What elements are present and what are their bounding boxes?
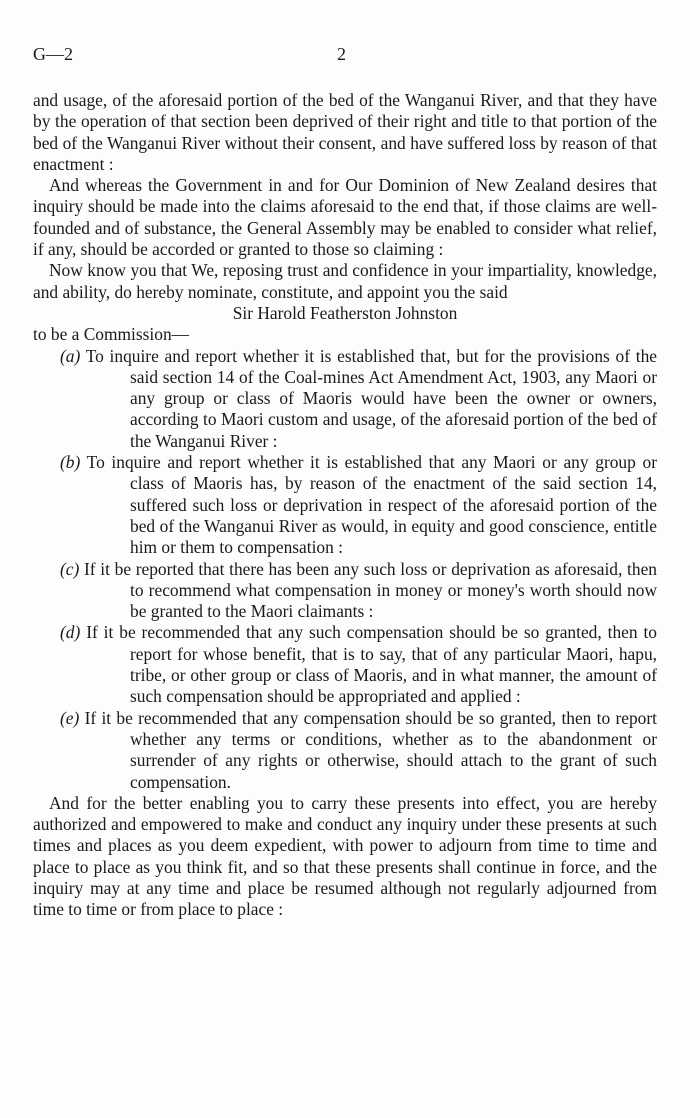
- item-mark: (d): [60, 622, 81, 643]
- paragraph-whereas: And whereas the Government in and for Our Dominion of New Zealand desires that inquiry should be made into the claims aforesaid to the end that, if those claims are well-founded and of substance, the General Assembly may be enabled to consider what relief, if any, should be accorded or granted to those so claiming :: [33, 175, 657, 260]
- item-mark: (c): [60, 558, 80, 579]
- item-mark: (b): [60, 452, 81, 473]
- paragraph-continuation: and usage, of the aforesaid portion of the bed of the Wanganui River, and that they have by the operation of that section been deprived of their right and title to that portion of the bed of the Wanganui River without their consent, and have suffered loss by reason of that enactment :: [33, 90, 657, 174]
- document-body: [33, 90, 657, 921]
- item-text: If it be recommended that any such compensation should be so granted, then to report for whose benefit, that is to say, that of any particular Maori, hapu, tribe, or other group or class of Maoris, and in what manner, the amount of such compensation should be appropriated and applied :: [86, 622, 657, 707]
- item-text: To inquire and report whether it is established that, but for the provisions of the said section 14 of the Coal-mines Act Amendment Act, 1903, any Maori or any group or class of Maoris would have been the owner or owners, according to Maori custom and usage, of the aforesaid portion of the bed of the Wanganui River :: [85, 345, 657, 451]
- paragraph-now-know: Now know you that We, reposing trust and confidence in your impartiality, knowledge, and ability, do hereby nominate, constitute, and appoint you the said: [33, 260, 657, 302]
- list-item: [33, 622, 657, 707]
- item-mark: (a): [60, 345, 81, 366]
- commission-intro: to be a Commission—: [33, 324, 190, 345]
- item-text: If it be recommended that any compensation should be so granted, then to report whether any terms or conditions, whether as to the abandonment or surrender of any rights or otherwise, should attach to the grant of such compensation.: [84, 707, 657, 792]
- page-reference: G—2: [33, 44, 73, 64]
- paragraph-enabling: And for the better enabling you to carry these presents into effect, you are hereby authorized and empowered to make and conduct any inquiry under these presents at such times and places as you deem expedient, with power to adjourn from time to time and place to place as you think fit, and so that these presents shall continue in force, and the inquiry may at any time and place be resumed although not regularly adjourned from time to time or from place to place :: [33, 792, 657, 920]
- commissioner-name: Sir Harold Featherston Johnston: [232, 302, 458, 323]
- list-item: [33, 559, 657, 623]
- item-text: If it be reported that there has been any such loss or deprivation as aforesaid, then to recommend what compensation in money or money's worth should now be granted to the Maori claimants :: [84, 558, 657, 622]
- item-mark: (e): [60, 707, 80, 728]
- list-item: [33, 708, 657, 793]
- page-number: 2: [337, 44, 346, 64]
- commission-items: [33, 346, 657, 793]
- item-text: To inquire and report whether it is established that any Maori or any group or class of Maoris has, by reason of the enactment of the said section 14, suffered such loss or deprivation in respect of the aforesaid portion of the bed of the Wanganui River as would, in equity and good conscience, entitle him or them to compensation :: [86, 452, 657, 558]
- list-item: [33, 346, 657, 452]
- list-item: [33, 452, 657, 558]
